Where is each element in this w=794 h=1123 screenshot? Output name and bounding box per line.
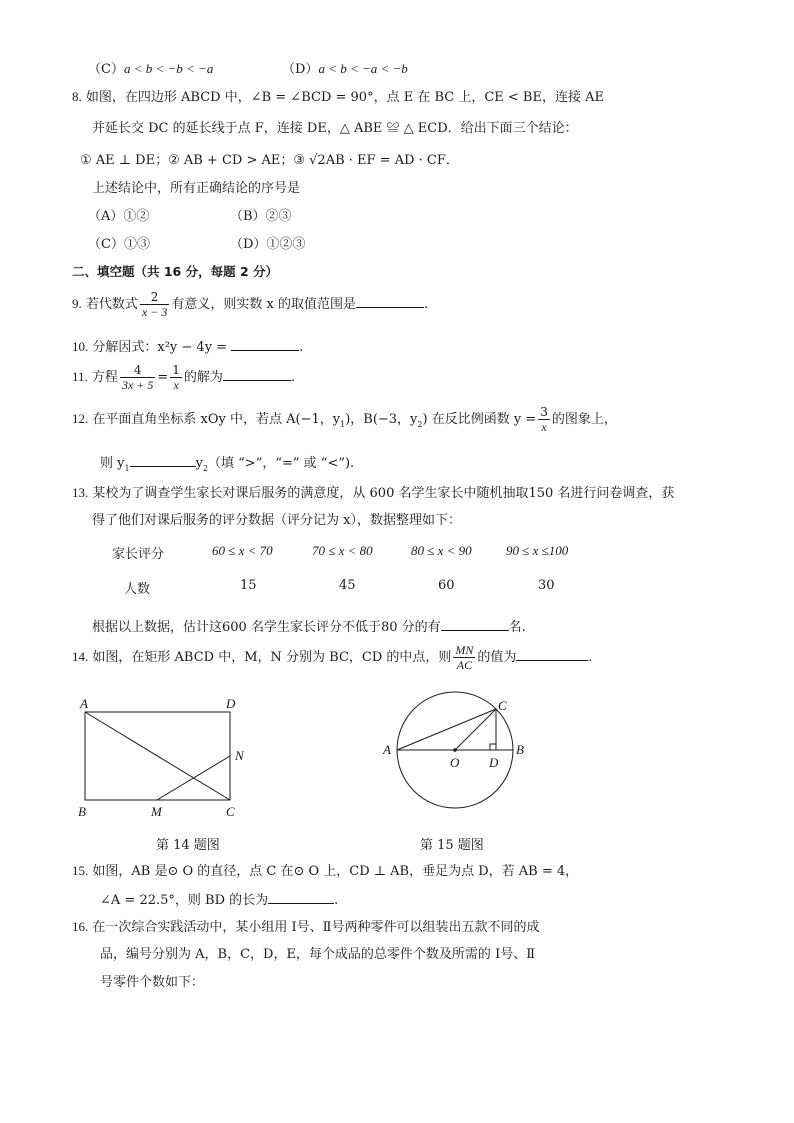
q13-table-cell: 45	[339, 578, 356, 593]
q8-option-d: （D）①②③	[230, 237, 306, 252]
q12-line2-b: y	[195, 456, 203, 471]
q12-line2-c: （填 “>”，“=” 或 “<”).	[208, 456, 355, 471]
fig14-label-c: C	[226, 804, 235, 819]
q12-subscript-1: 1	[340, 420, 346, 429]
fig14-label-n: N	[235, 748, 244, 763]
q14-post: 的值为	[477, 650, 517, 665]
fig15-label-a: A	[383, 742, 391, 757]
q11-post: 的解为	[183, 370, 223, 385]
fig15-label-o: O	[450, 755, 460, 770]
q13-question: 根据以上数据，估计这600 名学生家长评分不低于80 分的有	[92, 620, 441, 635]
q11-frac1-num: 4	[133, 363, 142, 377]
q9	[72, 290, 428, 319]
q8-option-a: （A）①②	[88, 209, 150, 224]
q12-text-c: ) 在反比例函数 y =	[422, 412, 537, 427]
q10-answer-blank[interactable]	[231, 336, 299, 351]
q16-stem-line3: 号零件个数如下：	[100, 975, 205, 990]
q11-frac1-den: 3x + 5	[121, 378, 154, 392]
q13-end: 名.	[508, 620, 526, 635]
q11-frac2-num: 1	[172, 363, 180, 377]
q9-fraction-num: 2	[150, 290, 159, 304]
q12-line2-sub2: 2	[202, 464, 209, 473]
q14-number: 14.	[72, 649, 89, 664]
q14-answer-blank[interactable]	[516, 646, 588, 661]
q13-line1	[72, 484, 674, 503]
q15-line2	[100, 889, 338, 910]
q13-stem-line2: 得了他们对课后服务的评分数据（评分记为 x），数据整理如下：	[92, 513, 461, 528]
q8-number: 8.	[72, 89, 82, 104]
q8-question: 上述结论中，所有正确结论的序号是	[92, 181, 301, 196]
fig14-label-b: B	[78, 804, 86, 819]
figure-14-caption: 第 14 题图	[156, 838, 220, 853]
q12-text-d: 的图象上，	[551, 412, 617, 427]
q15-number: 15.	[72, 863, 89, 878]
q8-conclusions: ① AE ⊥ DE；② AB + CD > AE；③ √2AB · EF = AD · CF．	[80, 153, 459, 168]
q9-fraction-den: x − 3	[141, 305, 168, 319]
q16-stem-line2: 品，编号分别为 A，B，C，D，E，每个成品的总零件个数及所需的 Ⅰ号、Ⅱ	[100, 947, 536, 962]
q13-table-header: 60 ≤ x < 70	[212, 543, 273, 558]
q8-stem-line2: 并延长交 DC 的延长线于点 F，连接 DE，△ ABE ≌ △ ECD．给出下面三个结论：	[92, 121, 578, 136]
q13-answer-blank[interactable]	[441, 616, 509, 631]
q12-answer-blank[interactable]	[130, 452, 196, 467]
q13-table-row-label-count: 人数	[124, 582, 151, 597]
q8-line1	[72, 88, 604, 107]
q11-end: .	[290, 370, 296, 385]
q13-table-cell: 60	[438, 578, 455, 593]
q7-option-d	[282, 60, 408, 79]
fig15-label-b: B	[516, 742, 524, 757]
q11-pre: 方程	[91, 370, 118, 385]
fig15-label-d: D	[489, 755, 499, 770]
q13-stem-line1: 某校为了调查学生家长对课后服务的满意度，从 600 名学生家长中随机抽取150 名进行问卷调查，获	[92, 486, 675, 501]
q14-frac-den: AC	[453, 657, 475, 672]
q11-answer-blank[interactable]	[223, 366, 291, 381]
q15-stem-line2: ∠A = 22.5°，则 BD 的长为	[100, 893, 269, 908]
figure-15-caption: 第 15 题图	[420, 838, 484, 853]
q14-fraction	[453, 643, 475, 672]
q14	[72, 640, 593, 675]
q12-line2	[100, 452, 354, 478]
q13-table-header: 90 ≤ x ≤100	[506, 543, 569, 558]
q9-fraction	[140, 290, 169, 319]
q12-line1	[72, 404, 617, 440]
q13-table-cell: 15	[240, 578, 257, 593]
q13-table-header: 80 ≤ x < 90	[411, 543, 472, 558]
q10-text: 分解因式：x²y − 4y =	[92, 340, 228, 355]
q7-option-c	[88, 60, 213, 79]
q12-line2-sub1: 1	[124, 464, 130, 473]
q9-post: 有意义，则实数 x 的取值范围是	[171, 297, 356, 312]
fig14-label-m: M	[151, 804, 162, 819]
figure-15-circle	[375, 690, 535, 840]
q7-option-d-text: a < b < −a < −b	[318, 61, 408, 76]
fig14-label-a: A	[80, 696, 88, 711]
q16-stem-line1: 在一次综合实践活动中，某小组用 Ⅰ号、Ⅱ号两种零件可以组装出五款不同的成	[92, 920, 540, 935]
q8-option-b: （B）②③	[230, 209, 292, 224]
q9-number: 9.	[72, 296, 82, 311]
q11-equals: =	[157, 370, 169, 385]
section-heading-fill-blank: 二、填空题（共 16 分，每题 2 分）	[72, 264, 279, 279]
fig15-label-c: C	[498, 698, 507, 713]
q14-end: .	[588, 650, 593, 665]
q13-table-header: 70 ≤ x < 80	[312, 543, 373, 558]
q9-answer-blank[interactable]	[356, 293, 424, 308]
q7-option-c-label: （C）	[88, 62, 124, 77]
q16-line1	[72, 918, 540, 937]
fig14-label-d: D	[226, 696, 236, 711]
q8-stem-line1: 如图，在四边形 ABCD 中，∠B = ∠BCD = 90°，点 E 在 BC 上，CE < BE，连接 AE	[85, 90, 604, 105]
q15-end: .	[334, 893, 339, 908]
q10-end: .	[299, 340, 304, 355]
q11-number: 11.	[72, 369, 88, 384]
q15-answer-blank[interactable]	[268, 889, 334, 904]
q13-table-cell: 30	[538, 578, 555, 593]
q10-number: 10.	[72, 339, 89, 354]
q11-fraction-left	[120, 363, 155, 392]
q12-text-a: 在平面直角坐标系 xOy 中，若点 A(−1，y	[92, 412, 341, 427]
q12-subscript-2: 2	[417, 420, 423, 429]
q14-pre: 如图，在矩形 ABCD 中，M，N 分别为 BC，CD 的中点，则	[92, 650, 452, 665]
q14-frac-num: MN	[455, 643, 474, 657]
q11	[72, 362, 295, 393]
q7-option-d-label: （D）	[282, 62, 319, 77]
q11-frac2-den: x	[170, 377, 182, 392]
q9-end: .	[423, 297, 429, 312]
q10	[72, 336, 303, 357]
q13-line3	[92, 616, 526, 637]
q16-number: 16.	[72, 919, 89, 934]
q12-fraction	[538, 405, 550, 434]
q12-frac-den: x	[538, 419, 550, 434]
q7-option-c-text: a < b < −b < −a	[123, 61, 214, 76]
figure-14-rectangle	[70, 690, 260, 825]
q8-option-c: （C）①③	[88, 237, 150, 252]
q15-line1	[72, 862, 578, 881]
q12-text-b: )，B(−3，y	[345, 412, 418, 427]
q13-table-row-label-score: 家长评分	[112, 547, 165, 562]
q13-number: 13.	[72, 485, 89, 500]
q15-stem-line1: 如图，AB 是⊙ O 的直径，点 C 在⊙ O 上，CD ⊥ AB，垂足为点 D，若 AB = 4，	[92, 864, 579, 879]
q12-line2-a: 则 y	[100, 456, 125, 471]
q12-number: 12.	[72, 411, 89, 426]
q12-frac-num: 3	[540, 405, 548, 419]
q11-fraction-right	[170, 363, 182, 392]
q9-pre: 若代数式	[85, 297, 138, 312]
